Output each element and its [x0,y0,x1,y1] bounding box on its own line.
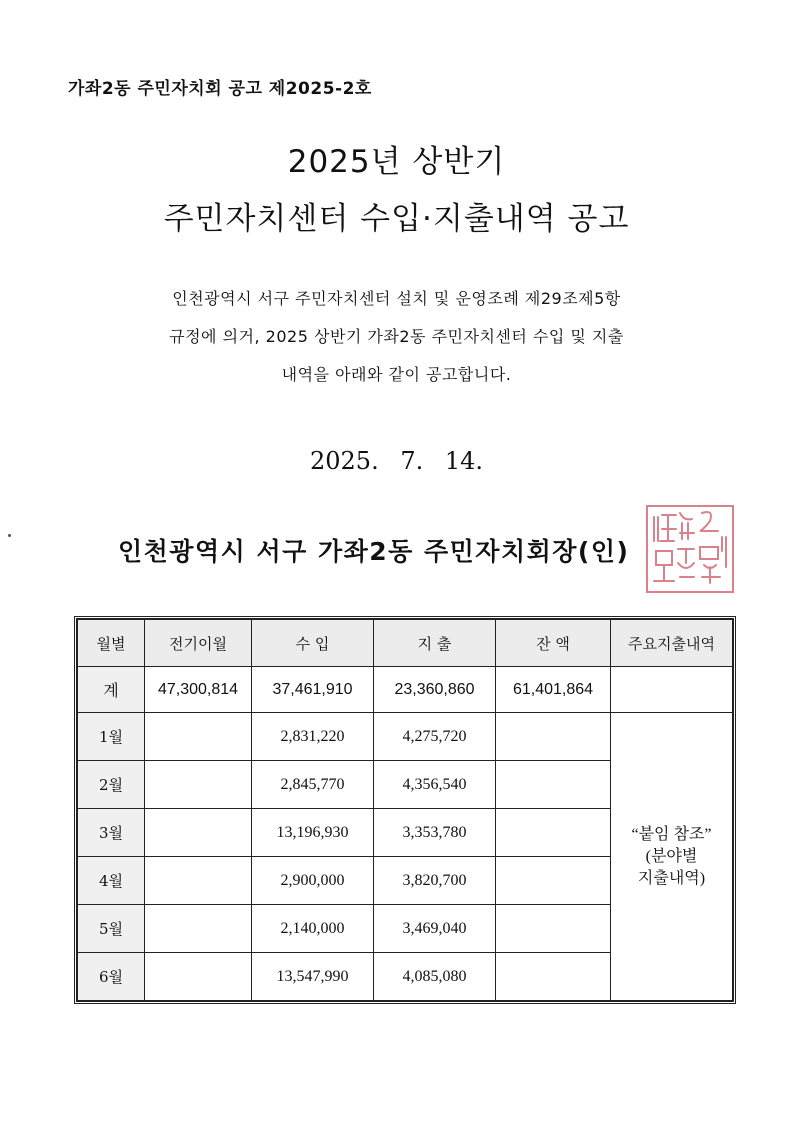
month-carried-over [145,953,252,1001]
total-balance: 61,401,864 [496,667,611,713]
month-income: 2,140,000 [252,905,374,953]
month-carried-over [145,857,252,905]
total-row [78,667,733,713]
month-label: 1월 [78,713,145,761]
notice-body-line3: 내역을 아래와 같이 공고합니다. [281,365,512,384]
notice-body [0,280,793,394]
note-line3: 지출내역) [637,869,706,887]
month-label: 5월 [78,905,145,953]
month-balance [496,761,611,809]
month-carried-over [145,761,252,809]
income-expense-table [77,619,733,1001]
month-balance [496,809,611,857]
header-income: 수 입 [252,620,374,667]
signer-name: 인천광역시 서구 가좌2동 주민자치회장(인) [118,537,630,566]
month-income: 13,547,990 [252,953,374,1001]
month-expense: 4,275,720 [374,713,496,761]
month-expense: 4,356,540 [374,761,496,809]
header-month: 월별 [78,620,145,667]
month-expense: 3,353,780 [374,809,496,857]
month-carried-over [145,905,252,953]
table-row [78,713,733,761]
month-balance [496,713,611,761]
month-label: 6월 [78,953,145,1001]
month-label: 4월 [78,857,145,905]
note-line1: “붙임 참조” [631,825,712,843]
month-label: 3월 [78,809,145,857]
header-main-expense-detail: 주요지출내역 [611,620,733,667]
month-income: 2,900,000 [252,857,374,905]
month-income: 13,196,930 [252,809,374,857]
total-label: 계 [78,667,145,713]
month-income: 2,845,770 [252,761,374,809]
month-carried-over [145,713,252,761]
header-expense: 지 출 [374,620,496,667]
document-title-line1: 2025년 상반기 [287,144,506,180]
notice-number: 가좌2동 주민자치회 공고 제2025-2호 [68,79,372,99]
notice-body-line2: 규정에 의거, 2025 상반기 가좌2동 주민자치센터 수입 및 지출 [169,327,624,346]
month-balance [496,905,611,953]
header-carried-over: 전기이월 [145,620,252,667]
month-expense: 3,820,700 [374,857,496,905]
notice-date: 2025. 7. 14. [309,447,484,475]
scan-speck [8,534,11,537]
seal-glyphs [648,507,732,591]
month-balance [496,953,611,1001]
total-carried-over: 47,300,814 [145,667,252,713]
month-carried-over [145,809,252,857]
table-header-row [78,620,733,667]
document-title-line2: 주민자치센터 수입·지출내역 공고 [163,201,630,237]
month-expense: 3,469,040 [374,905,496,953]
month-expense: 4,085,080 [374,953,496,1001]
header-balance: 잔 액 [496,620,611,667]
total-income: 37,461,910 [252,667,374,713]
note-line2: (분야별 [645,847,698,865]
total-expense: 23,360,860 [374,667,496,713]
official-seal-stamp [646,505,734,593]
month-label: 2월 [78,761,145,809]
notice-body-line1: 인천광역시 서구 주민자치센터 설치 및 운영조례 제29조제5항 [172,289,621,308]
total-detail [611,667,733,713]
month-income: 2,831,220 [252,713,374,761]
month-balance [496,857,611,905]
expense-detail-note [611,713,733,1001]
